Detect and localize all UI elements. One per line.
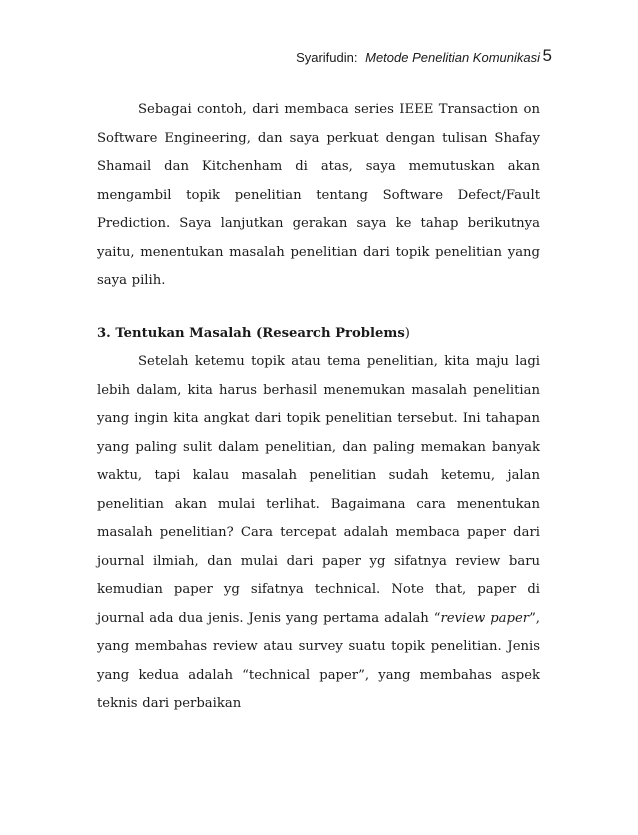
header-book-title: Metode Penelitian Komunikasi <box>365 50 540 65</box>
paragraph-research-problems <box>97 348 540 719</box>
header-author: Syarifudin: <box>296 50 358 65</box>
section-heading <box>97 320 540 349</box>
page-number: 5 <box>542 46 552 65</box>
paragraph-part-1: Setelah ketemu topik atau tema penelitian, kita maju lagi lebih dalam, kita harus berhasil menemukan masalah penelitian yang ingin kita angkat dari topik penelitian tersebut. Ini tahapan yang paling sulit dalam penelitian, dan paling memakan banyak waktu, tapi kalau masalah penelitian sudah ketemu, jalan penelitian akan mulai terlihat. Bagaimana cara menentukan masalah penelitian? Cara tercepat adalah membaca paper dari journal ilmiah, dan mulai dari paper yg sifatnya review baru kemudian paper yg sifatnya technical. Note that, paper di journal ada dua jenis. Jenis yang pertama adalah “ <box>97 354 540 626</box>
section-heading-close: ) <box>404 325 410 341</box>
paragraph-example: Sebagai contoh, dari membaca series IEEE Transaction on Software Engineering, dan saya perkuat dengan tulisan Shafay Shamail dan Kitchenham di atas, saya memutuskan akan mengambil topik penelitian tentang Software Defect/Fault Prediction. Saya lanjutkan gerakan saya ke tahap berikutnya yaitu, menentukan masalah penelitian dari topik penelitian yang saya pilih. <box>97 102 540 288</box>
body-text <box>97 96 540 719</box>
review-paper-term: review paper <box>440 610 530 626</box>
running-header <box>296 50 540 65</box>
section-heading-text: 3. Tentukan Masalah (Research Problems <box>97 325 405 341</box>
paragraph-part-2: ”, yang membahas review atau survey suatu topik penelitian. Jenis yang kedua adalah “technical paper”, yang membahas aspek teknis dari perbaikan <box>97 610 540 711</box>
